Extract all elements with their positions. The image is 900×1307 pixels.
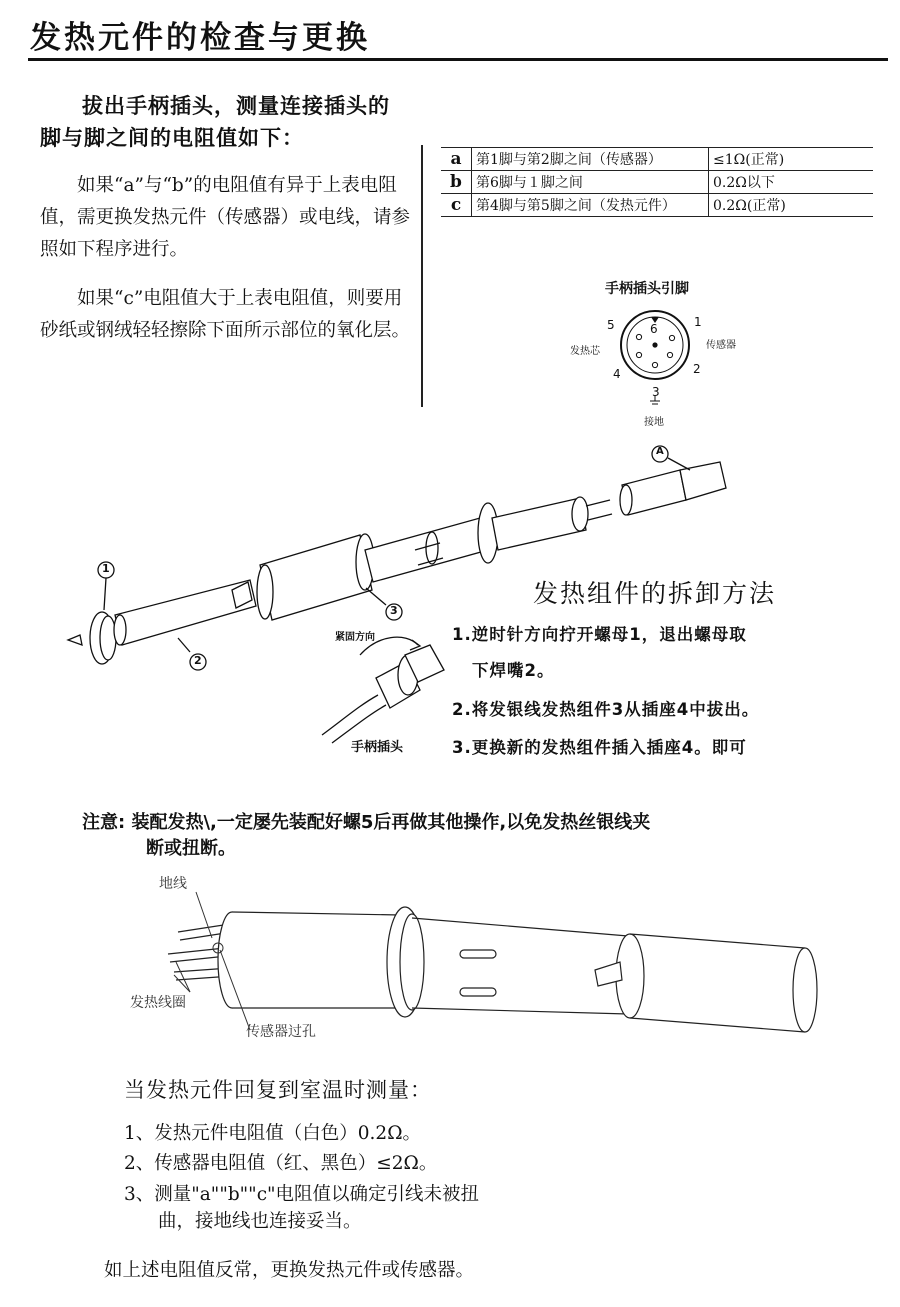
row-value: ≤1Ω(正常) [709, 148, 874, 171]
heater-core-label: 发热芯 [570, 346, 600, 357]
callout-a: A [656, 446, 664, 457]
step-3: 3.更换新的发热组件插入插座4。即可 [452, 738, 747, 757]
handle-plug-label: 手柄插头 [351, 740, 404, 755]
tighten-direction-label: 紧固方向 [335, 632, 375, 643]
row-key: c [441, 194, 472, 217]
assembly-note: 注意: 装配发热\,一定屡先装配好螺5后再做其他操作,以免发热丝银线夹 [82, 812, 651, 833]
callout-3: 3 [390, 604, 398, 617]
disassembly-title: 发热组件的拆卸方法 [533, 579, 777, 608]
callout-1: 1 [102, 562, 110, 575]
intro-text: 拔出手柄插头，测量连接插头的脚与脚之间的电阻值如下： [40, 94, 390, 150]
pin-5-label: 5 [607, 318, 615, 332]
step-2: 2.将发银线发热组件3从插座4中拔出。 [452, 700, 760, 719]
table-row [441, 194, 873, 217]
table-row [441, 148, 873, 171]
measurement-title: 当发热元件回复到室温时测量： [124, 1078, 432, 1102]
sensor-hole-label: 传感器过孔 [246, 1024, 316, 1040]
row-key: a [441, 148, 472, 171]
measurement-item-1: 1、发热元件电阻值（白色）0.2Ω。 [124, 1123, 422, 1144]
sensor-label: 传感器 [706, 340, 736, 351]
measurement-item-3: 3、测量"a""b""c"电阻值以确定引线未被扭 [124, 1184, 480, 1205]
title-underline [28, 58, 888, 61]
step-1-cont: 下焊嘴2。 [472, 661, 555, 680]
paragraph-ab: 如果“a”与“b”的电阻值有异于上表电阻值，需更换发热元件（传感器）或电线，请参照如下程序进行。 [40, 175, 411, 260]
measurement-item-3-cont: 曲，接地线也连接妥当。 [158, 1211, 362, 1232]
row-key: b [441, 171, 472, 194]
vertical-divider [421, 145, 423, 407]
heating-coil-label: 发热线圈 [130, 995, 186, 1011]
ground-label: 接地 [644, 417, 664, 428]
pin-2-label: 2 [693, 362, 701, 376]
paragraph-c: 如果“c”电阻值大于上表电阻值，则要用砂纸或钢绒轻轻擦除下面所示部位的氧化层。 [40, 288, 411, 341]
row-value: 0.2Ω(正常) [709, 194, 874, 217]
row-desc: 第4脚与第5脚之间（发热元件） [472, 194, 709, 217]
pin-1-label: 1 [694, 315, 702, 329]
callout-2: 2 [194, 654, 202, 667]
table-row [441, 171, 873, 194]
pin-3-label: 3 [652, 385, 660, 399]
pin-4-label: 4 [613, 367, 621, 381]
step-1: 1.逆时针方向拧开螺母1，退出螺母取 [452, 625, 747, 644]
row-value: 0.2Ω以下 [709, 171, 874, 194]
assembly-note-cont: 断或扭断。 [146, 838, 236, 859]
row-desc: 第1脚与第2脚之间（传感器） [472, 148, 709, 171]
resistance-table [441, 147, 873, 217]
row-desc: 第6脚与１脚之间 [472, 171, 709, 194]
pin-6-label: 6 [650, 322, 658, 336]
pin-diagram-title: 手柄插头引脚 [605, 281, 689, 297]
final-note: 如上述电阻值反常，更换发热元件或传感器。 [104, 1260, 475, 1281]
page-title: 发热元件的检查与更换 [30, 20, 370, 56]
ground-wire-label: 地线 [159, 876, 187, 892]
measurement-item-2: 2、传感器电阻值（红、黑色）≤2Ω。 [124, 1153, 438, 1174]
